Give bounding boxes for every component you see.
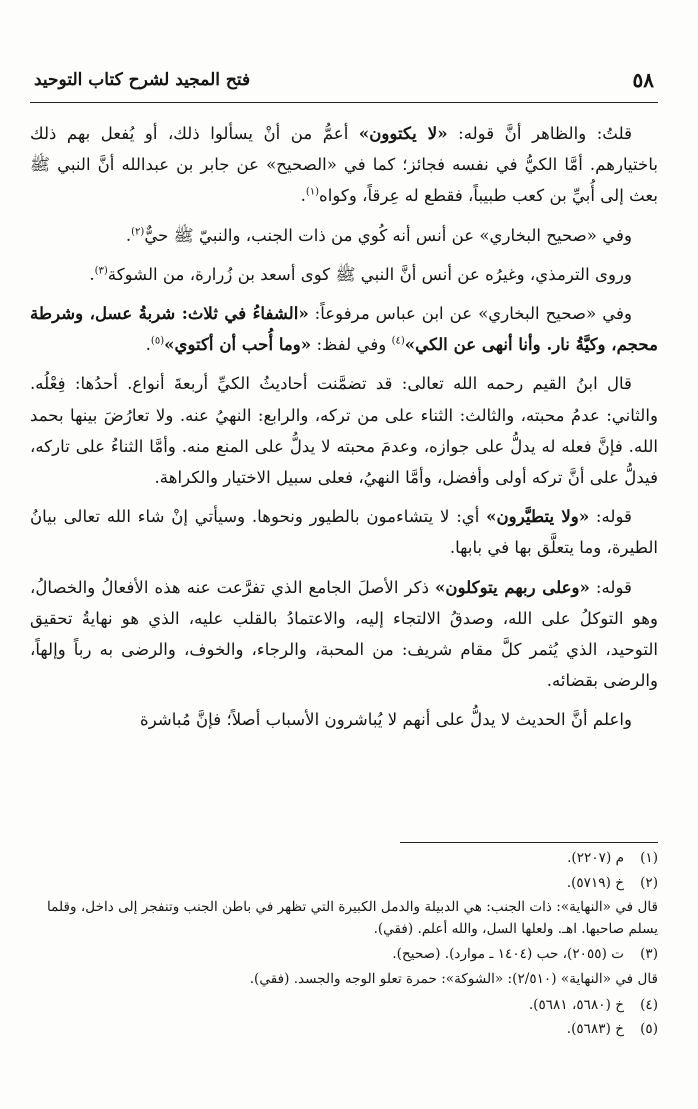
paragraph <box>30 259 658 290</box>
footnote-reference: (٤) <box>391 335 405 347</box>
text-run: أعمُّ من أنْ يسألوا ذلك، أو يُفعل بهم ذلك باختيارهم. أمَّا الكيُّ في نفسه فجائز؛ كما في «الصحيح» عن جابر بن عبدالله أنَّ النبي ﷺ بعث إلى أُبيِّ بن كعب طبيباً، فقطع له عِرقاً، وكواه <box>30 124 658 206</box>
text-run: . <box>125 225 132 245</box>
footnote-text: م (٢٢٠٧). <box>567 850 624 866</box>
footnote-text: خ (٥٧١٩). <box>566 874 624 891</box>
page-number: ٥٨ <box>632 68 654 92</box>
text-run: قوله: <box>589 577 632 597</box>
paragraph <box>30 220 658 251</box>
text-run: واعلم أنَّ الحديث لا يدلُّ على أنهم لا يُباشرون الأسباب أصلاً؛ فإنَّ مُباشرة <box>140 710 632 730</box>
footnote-number: (٥) <box>640 1021 658 1038</box>
page-header <box>30 62 658 103</box>
footnote-text: ت (٢٠٥٥)، حب (١٤٠٤ ـ موارد). (صحيح). <box>392 946 624 963</box>
footnote-text: خ (٥٦٨٠، ٥٦٨١). <box>528 996 624 1013</box>
text-run: . <box>300 186 306 206</box>
footnote-reference: (١) <box>305 186 320 198</box>
text-run: قلتُ: والظاهر أنَّ قوله: <box>447 124 633 143</box>
paragraph <box>30 298 658 360</box>
main-text <box>30 118 658 744</box>
text-run: قوله: <box>589 507 632 527</box>
text-run: . <box>145 335 151 355</box>
footnote <box>30 944 658 966</box>
quoted-text: «وعلى ربهم يتوكلون» <box>435 576 590 597</box>
paragraph <box>30 118 658 212</box>
footnote <box>30 995 658 1017</box>
footnote-number: (٢) <box>640 874 658 891</box>
footnote <box>30 848 658 870</box>
footnote-number: (٣) <box>640 946 658 963</box>
running-title: فتح المجيد لشرح كتاب التوحيد <box>34 70 251 90</box>
text-run: وفي «صحيح البخاري» عن أنس أنه كُوي من ذات الجنب، والنبيّ ﷺ حيٌّ <box>144 225 632 245</box>
footnote-commentary: قال في «النهاية»: ذات الجنب: هي الدبيلة والدمل الكبيرة التي تظهر في باطن الجنب وتنفجر إلى داخل، وقلما يسلم صاحبها. اهـ. ولعلها السل، والله أعلم. (فقي). <box>47 899 658 937</box>
footnote-number: (١) <box>640 850 658 866</box>
quoted-text: «وما أُحب أن أكتوي» <box>164 334 312 355</box>
paragraph <box>30 368 658 493</box>
quoted-text: «ولا يتطيَّرون» <box>486 506 590 527</box>
footnote-reference: (٥) <box>150 335 165 347</box>
text-run: قال ابنُ القيم رحمه الله تعالى: قد تضمَّنت أحاديثُ الكيِّ أربعةَ أنواع. أحدُها: فِعْلُه. والثاني: عدمُ محبته، والثالث: الثناء على من تركه، والرابع: النهيُ عنه. ولا تعارُضَ بينها بحمد الله. فإنَّ فعله له يدلُّ على جوازه، وعدمَ محبته لا يدلُّ على المنع منه. وأمَّا الثناءُ على تاركه، فيدلُّ على أنَّ تركه أولى وأفضل، وأمَّا النهيُ، فعلى سبيل الاختيار والكراهة. <box>30 374 658 488</box>
footnote-separator <box>400 842 658 843</box>
footnote-reference: (٢) <box>131 226 145 238</box>
text-run: أي: لا يتشاءمون بالطيور ونحوها. وسيأتي إنْ شاء الله تعالى بيانُ الطيرة، وما يتعلَّق بها في بابها. <box>30 507 658 558</box>
footnote-text: خ (٥٦٨٣). <box>566 1021 624 1038</box>
footnote <box>30 1019 658 1041</box>
text-run: وفي لفظ: <box>311 335 392 355</box>
quoted-text: «لا يكتوون» <box>358 123 448 143</box>
footnote-number: (٤) <box>640 996 658 1013</box>
quoted-text: «الشفاءُ في ثلاث: شربةُ عسل، وشرطة محجم، وكيَّةُ نار. وأنا أنهى عن الكي» <box>30 303 658 355</box>
footnotes <box>30 848 658 1044</box>
paragraph <box>30 572 658 697</box>
text-run: وفي «صحيح البخاري» عن ابن عباس مرفوعاً: <box>308 304 632 324</box>
footnote <box>30 873 658 895</box>
paragraph <box>30 501 658 563</box>
text-run: وروى الترمذي، وغيرُه عن أنس أنَّ النبي ﷺ كوى أسعد بن زُرارة، من الشوكة <box>107 264 632 284</box>
footnote-commentary: قال في «النهاية» (٢/٥١٠): «الشوكة»: حمرة تعلو الوجه والجسد. (فقي). <box>249 970 658 987</box>
paragraph <box>30 704 658 735</box>
text-run: . <box>89 264 95 284</box>
footnote-reference: (٣) <box>94 265 108 277</box>
text-run: ذكر الأصلَ الجامع الذي تفرَّعت عنه هذه الأفعالُ والخصالُ، وهو التوكلُ على الله، وصدقُ الالتجاء إليه، والاعتمادُ بالقلب عليه، الذي هو نهايةُ تحقيق التوحيد، الذي يُثمر كلَّ مقام شريف: من المحبة، والرجاء، والخوف، والرضى به رباً وإلهاً، والرضى بقضائه. <box>30 577 658 691</box>
